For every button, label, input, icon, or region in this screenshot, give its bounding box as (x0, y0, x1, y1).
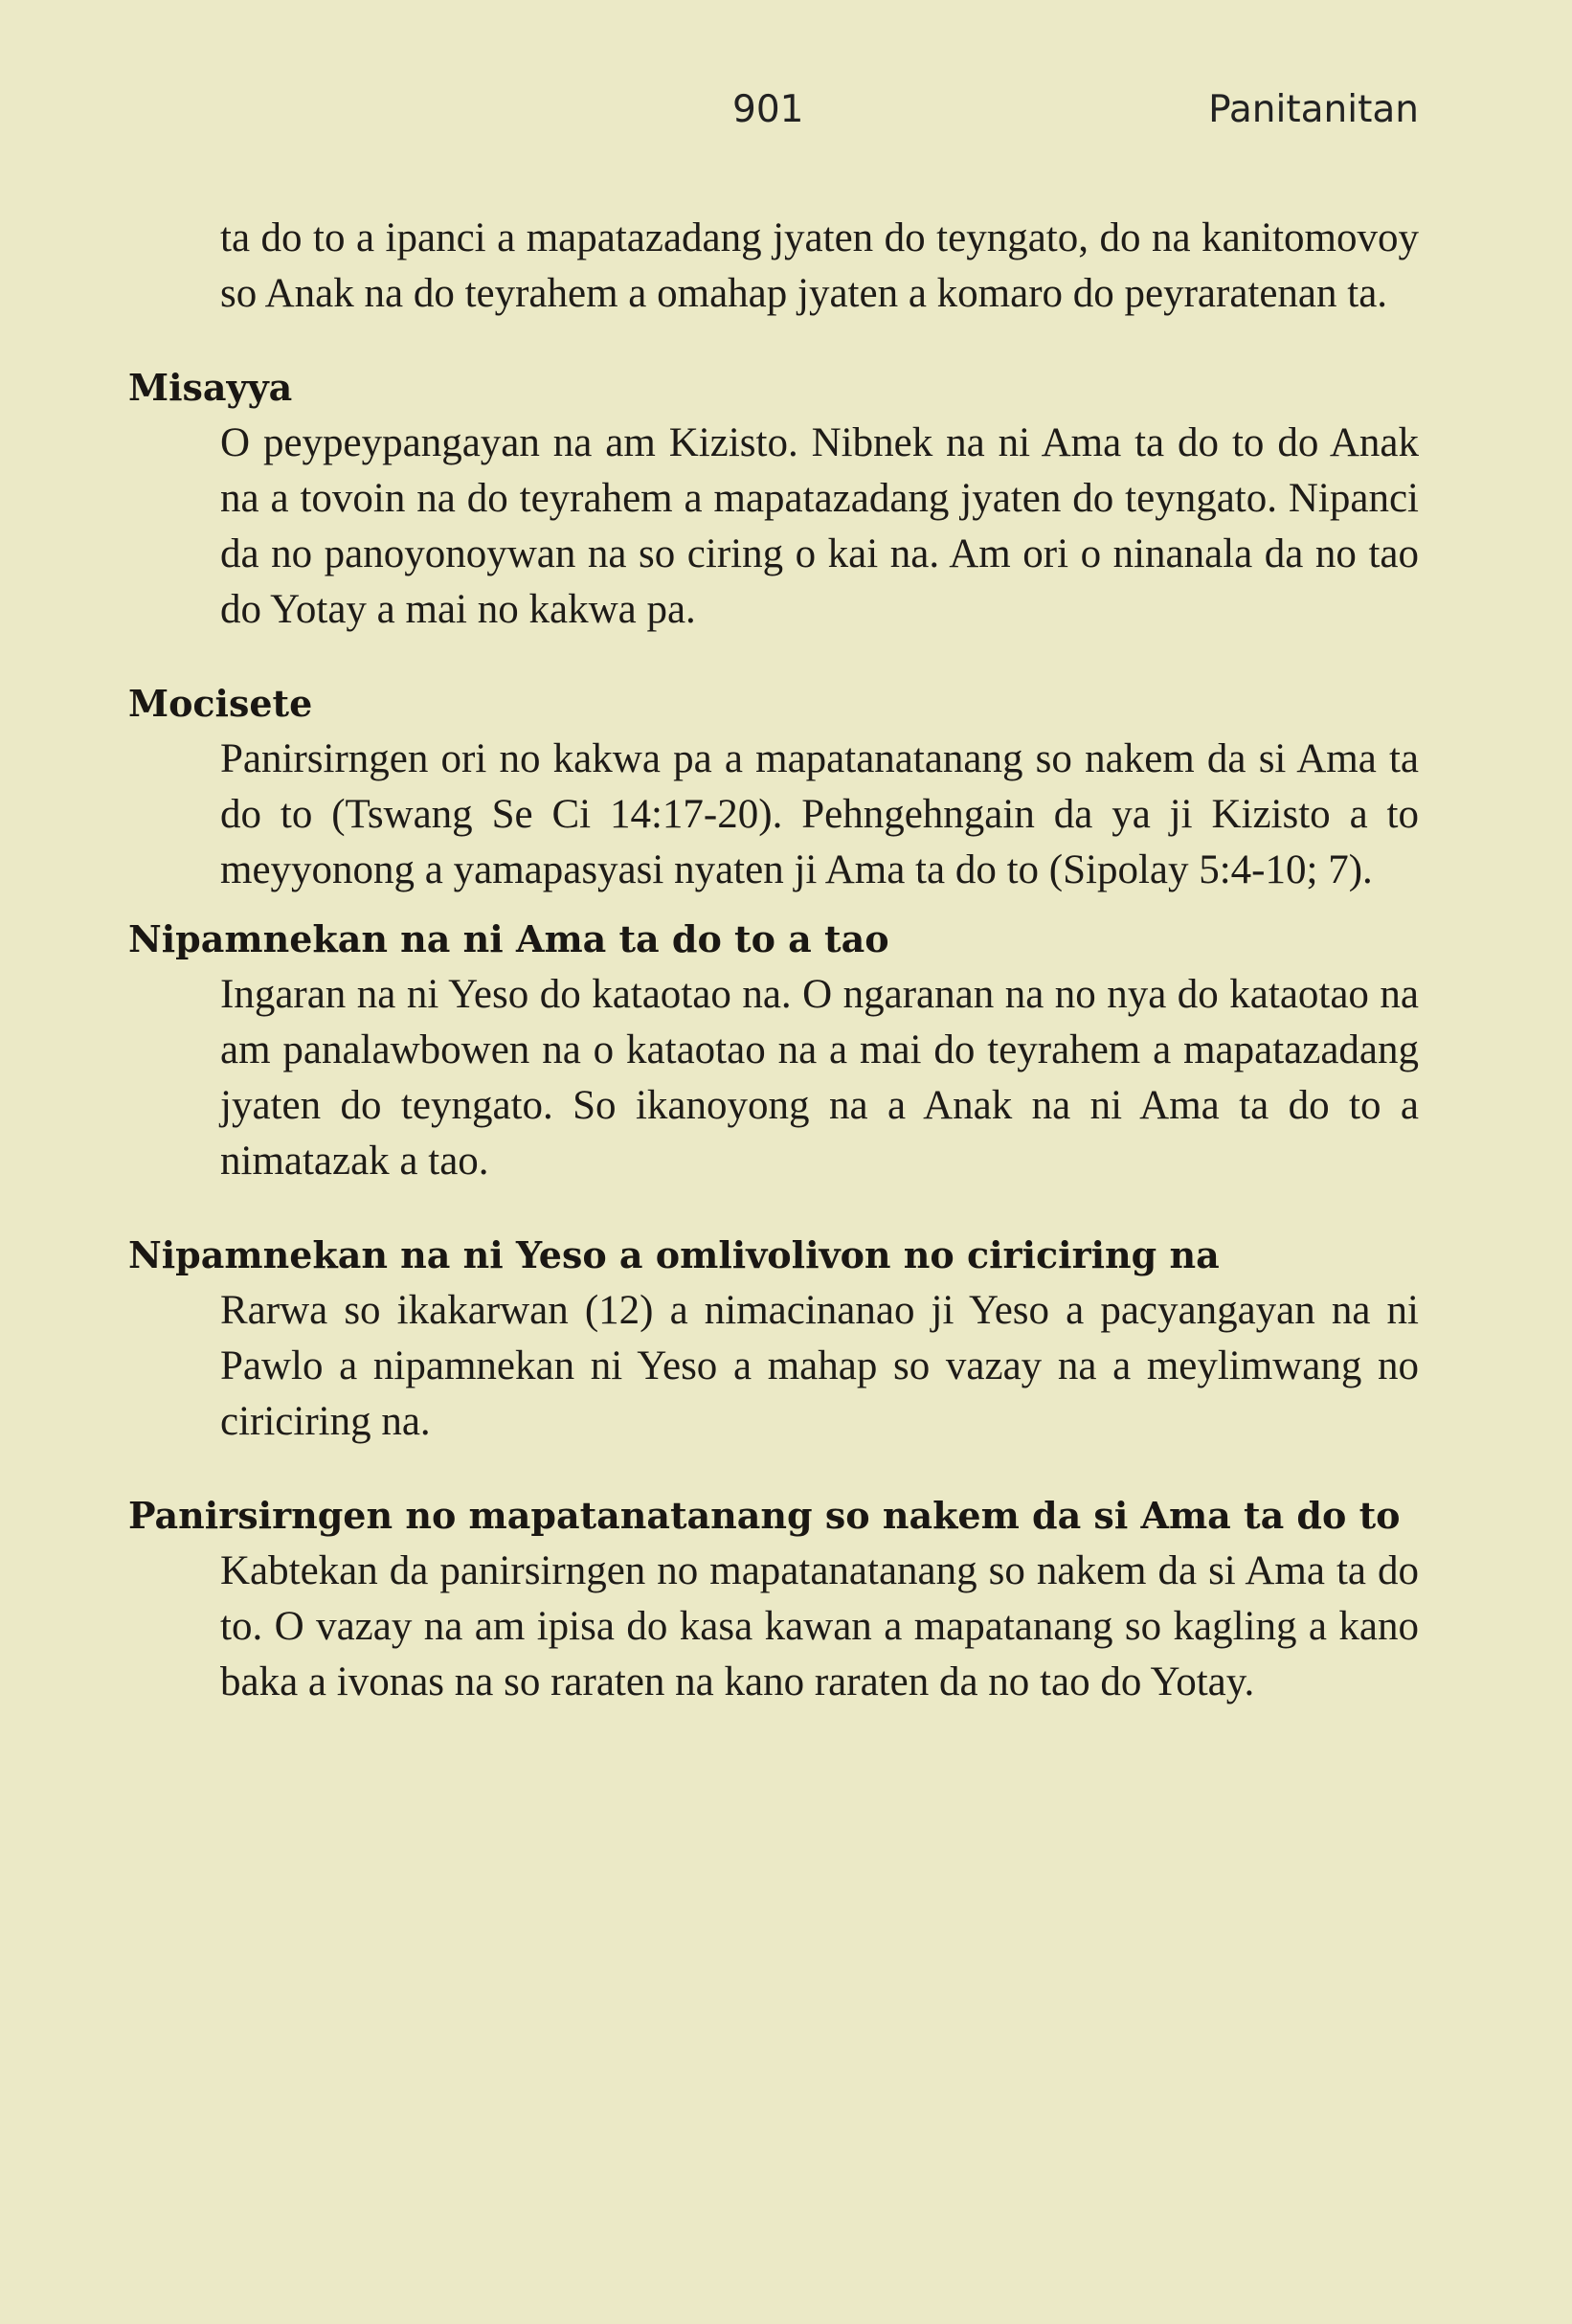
running-section-title: Panitanitan (1208, 88, 1419, 131)
heading-nipamnekan-ama: Nipamnekan na ni Ama ta do to a tao (128, 917, 889, 960)
spacer (128, 638, 1419, 676)
heading-mocisete: Mocisete (128, 682, 313, 725)
spacer (128, 1189, 1419, 1228)
intro-paragraph: ta do to a ipanci a mapatazadang jyaten do teyngato, do na kanitomovoy so Anak na do teyrahem a omahap jyaten a komaro do peyraratenan ta. (220, 215, 1419, 316)
page-content (128, 211, 1419, 1710)
paragraph-misayya: O peypeypangayan na am Kizisto. Nibnek na ni Ama ta do to do Anak na a tovoin na do teyrahem a mapatazadang jyaten do teyngato. Nipanci da no panoyonoywan na so ciring o kai na. Am ori o ninanala da no tao do Yotay a mai no kakwa pa. (220, 420, 1419, 632)
heading-panirsirngen: Panirsirngen no mapatanatanang so nakem da si Ama ta do to (128, 1494, 1401, 1537)
heading-nipamnekan-yeso: Nipamnekan na ni Yeso a omlivolivon no ciriciring na (128, 1233, 1220, 1276)
heading-misayya: Misayya (128, 366, 293, 409)
paragraph-panirsirngen: Kabtekan da panirsirngen no mapatanatanang so nakem da si Ama ta do to. O vazay na am ipisa do kasa kawan a mapatanang so kagling a kano baka a ivonas na so raraten na kano raraten da no tao do Yotay. (220, 1548, 1419, 1704)
running-head (0, 88, 1572, 146)
paragraph-nipamnekan-ama: Ingaran na ni Yeso do kataotao na. O ngaranan na no nya do kataotao na am panalawbowen na o kataotao na a mai do teyrahem a mapatazadang jyaten do teyngato. So ikanoyong na a Anak na ni Ama ta do to a nimatazak a tao. (220, 972, 1419, 1184)
page-number: 901 (732, 88, 804, 131)
paragraph-nipamnekan-yeso: Rarwa so ikakarwan (12) a nimacinanao ji Yeso a pacyangayan na ni Pawlo a nipamnekan ni Yeso a mahap so vazay na a meylimwang no ciriciring na. (220, 1288, 1419, 1444)
paragraph-mocisete: Panirsirngen ori no kakwa pa a mapatanatanang so nakem da si Ama ta do to (Tswang Se Ci 14:17-20). Pehngehngain da ya ji Kizisto a to meyyonong a yamapasyasi nyaten ji Ama ta do to (Sipolay 5:4-10; 7). (220, 736, 1419, 892)
spacer (128, 898, 1419, 912)
spacer (128, 1450, 1419, 1488)
spacer (128, 322, 1419, 360)
